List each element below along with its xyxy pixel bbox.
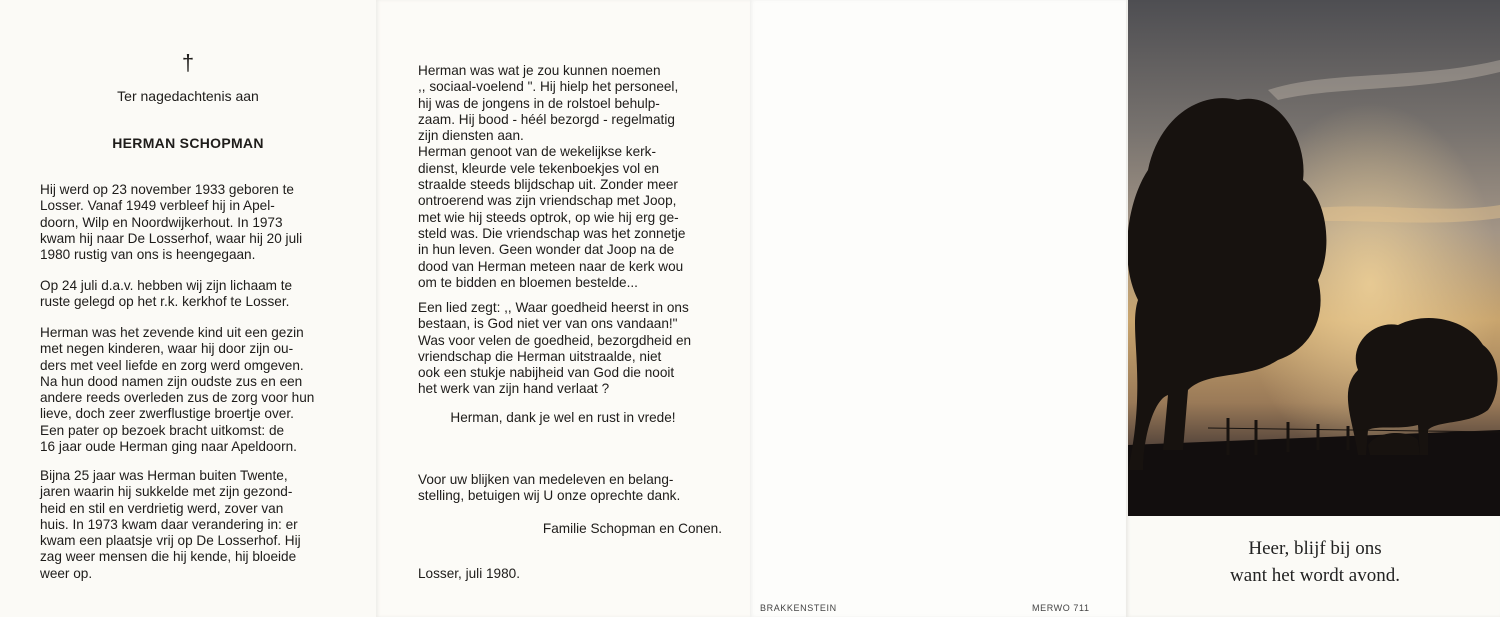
text-line: Voor uw blijken van medeleven en belang- bbox=[418, 472, 674, 487]
text-line: zag weer mensen die hij kende, hij bloeide bbox=[40, 549, 297, 565]
paragraph-thanks bbox=[418, 472, 730, 505]
text-line: ook een stukje nabijheid van God die nooit bbox=[418, 365, 675, 381]
text-line: in hun leven. Geen wonder dat Joop na de bbox=[418, 242, 675, 258]
family-signature: Familie Schopman en Conen. bbox=[542, 521, 722, 536]
text-line: jaren waarin hij sukkelde met zijn gezond- bbox=[40, 484, 293, 500]
panel-remembrance bbox=[376, 0, 750, 617]
panel-blank bbox=[750, 0, 1126, 617]
text-line: heid en stil en verdrietig werd, zover van bbox=[40, 500, 284, 516]
farewell-line: Herman, dank je wel en rust in vrede! bbox=[450, 410, 676, 425]
text-line: Herman genoot van de wekelijkse kerk- bbox=[418, 144, 657, 160]
print-code: MERWO 711 bbox=[1032, 603, 1090, 613]
cross-icon: † bbox=[181, 50, 195, 75]
text-line: lieve, doch zeer zwerflustige broertje over. bbox=[40, 406, 294, 422]
text-line: doorn, Wilp en Noordwijkerhout. In 1973 bbox=[40, 214, 283, 230]
text-line: kwam hij naar De Losserhof, waar hij 20 juli bbox=[40, 230, 303, 246]
text-line: straalde steeds blijdschap uit. Zonder meer bbox=[418, 177, 678, 193]
text-line: zaam. Hij bood - héél bezorgd - regelmatig bbox=[418, 111, 675, 127]
text-line: bestaan, is God niet ver van ons vandaan!" bbox=[418, 316, 678, 332]
paragraph-song bbox=[418, 300, 730, 398]
text-line: Bijna 25 jaar was Herman buiten Twente, bbox=[40, 468, 288, 483]
text-line: huis. In 1973 kwam daar verandering in: er bbox=[40, 516, 298, 532]
text-line: weer op. bbox=[40, 565, 93, 581]
text-line: om te bidden en bloemen bestelde... bbox=[418, 274, 638, 290]
verse-line-1: Heer, blijf bij ons bbox=[1248, 538, 1382, 559]
text-line: Na hun dood namen zijn oudste zus en een bbox=[40, 373, 303, 389]
text-line: hij was de jongens in de rolstoel behulp- bbox=[418, 95, 660, 111]
text-line: Een pater op bezoek bracht uitkomst: de bbox=[40, 422, 285, 438]
text-line: met wie hij steeds optrok, op wie hij erg ge- bbox=[418, 209, 679, 225]
paragraph-burial bbox=[40, 278, 360, 311]
paragraph-family bbox=[40, 325, 360, 455]
text-line: ,, sociaal-voelend ". Hij hielp het personeel, bbox=[418, 79, 679, 95]
text-line: ders met veel liefde en zorg werd omgeven. bbox=[40, 357, 304, 373]
text-line: Op 24 juli d.a.v. hebben wij zijn lichaam te bbox=[40, 278, 293, 293]
sunset-trees-photo bbox=[1128, 0, 1500, 516]
text-line: steld was. Die vriendschap was het zonnetje bbox=[418, 225, 686, 241]
paragraph-character bbox=[418, 63, 730, 291]
intro-text: Ter nagedachtenis aan bbox=[117, 88, 259, 104]
text-line: ruste gelegd op het r.k. kerkhof te Losser. bbox=[40, 294, 290, 310]
panel-biography bbox=[0, 0, 376, 617]
text-line: stelling, betuigen wij U onze oprechte dank. bbox=[418, 488, 681, 504]
text-line: Een lied zegt: ,, Waar goedheid heerst in ons bbox=[418, 300, 689, 315]
text-line: kwam een plaatsje vrij op De Losserhof. Hij bbox=[40, 533, 301, 549]
text-line: Was voor velen de goedheid, bezorgdheid en bbox=[418, 332, 692, 348]
verse-line-2: want het wordt avond. bbox=[1230, 565, 1400, 586]
text-line: vriendschap die Herman uitstraalde, niet bbox=[418, 348, 662, 364]
text-line: ontroerend was zijn vriendschap met Joop, bbox=[418, 193, 677, 209]
text-line: andere reeds overleden zus de zorg voor hun bbox=[40, 390, 315, 406]
paragraph-birth bbox=[40, 182, 360, 263]
text-line: 16 jaar oude Herman ging naar Apeldoorn. bbox=[40, 439, 297, 455]
text-line: zijn diensten aan. bbox=[418, 128, 524, 144]
text-line: met negen kinderen, waar hij door zijn ou- bbox=[40, 341, 294, 357]
text-line: 1980 rustig van ons is heengegaan. bbox=[40, 247, 256, 263]
text-line: Herman was het zevende kind uit een gezin bbox=[40, 325, 304, 340]
place-date: Losser, juli 1980. bbox=[418, 566, 521, 581]
text-line: Losser. Vanaf 1949 verbleef hij in Apel- bbox=[40, 198, 275, 214]
text-line: dood van Herman meteen naar de kerk wou bbox=[418, 258, 684, 274]
text-line: dienst, kleurde vele tekenboekjes vol en bbox=[418, 160, 660, 176]
deceased-name: HERMAN SCHOPMAN bbox=[112, 135, 264, 151]
text-line: Hij werd op 23 november 1933 geboren te bbox=[40, 182, 294, 197]
printer-name: BRAKKENSTEIN bbox=[760, 603, 837, 613]
paragraph-twente bbox=[40, 468, 360, 582]
text-line: Herman was wat je zou kunnen noemen bbox=[418, 63, 661, 78]
text-line: het werk van zijn hand verlaat ? bbox=[418, 381, 610, 397]
